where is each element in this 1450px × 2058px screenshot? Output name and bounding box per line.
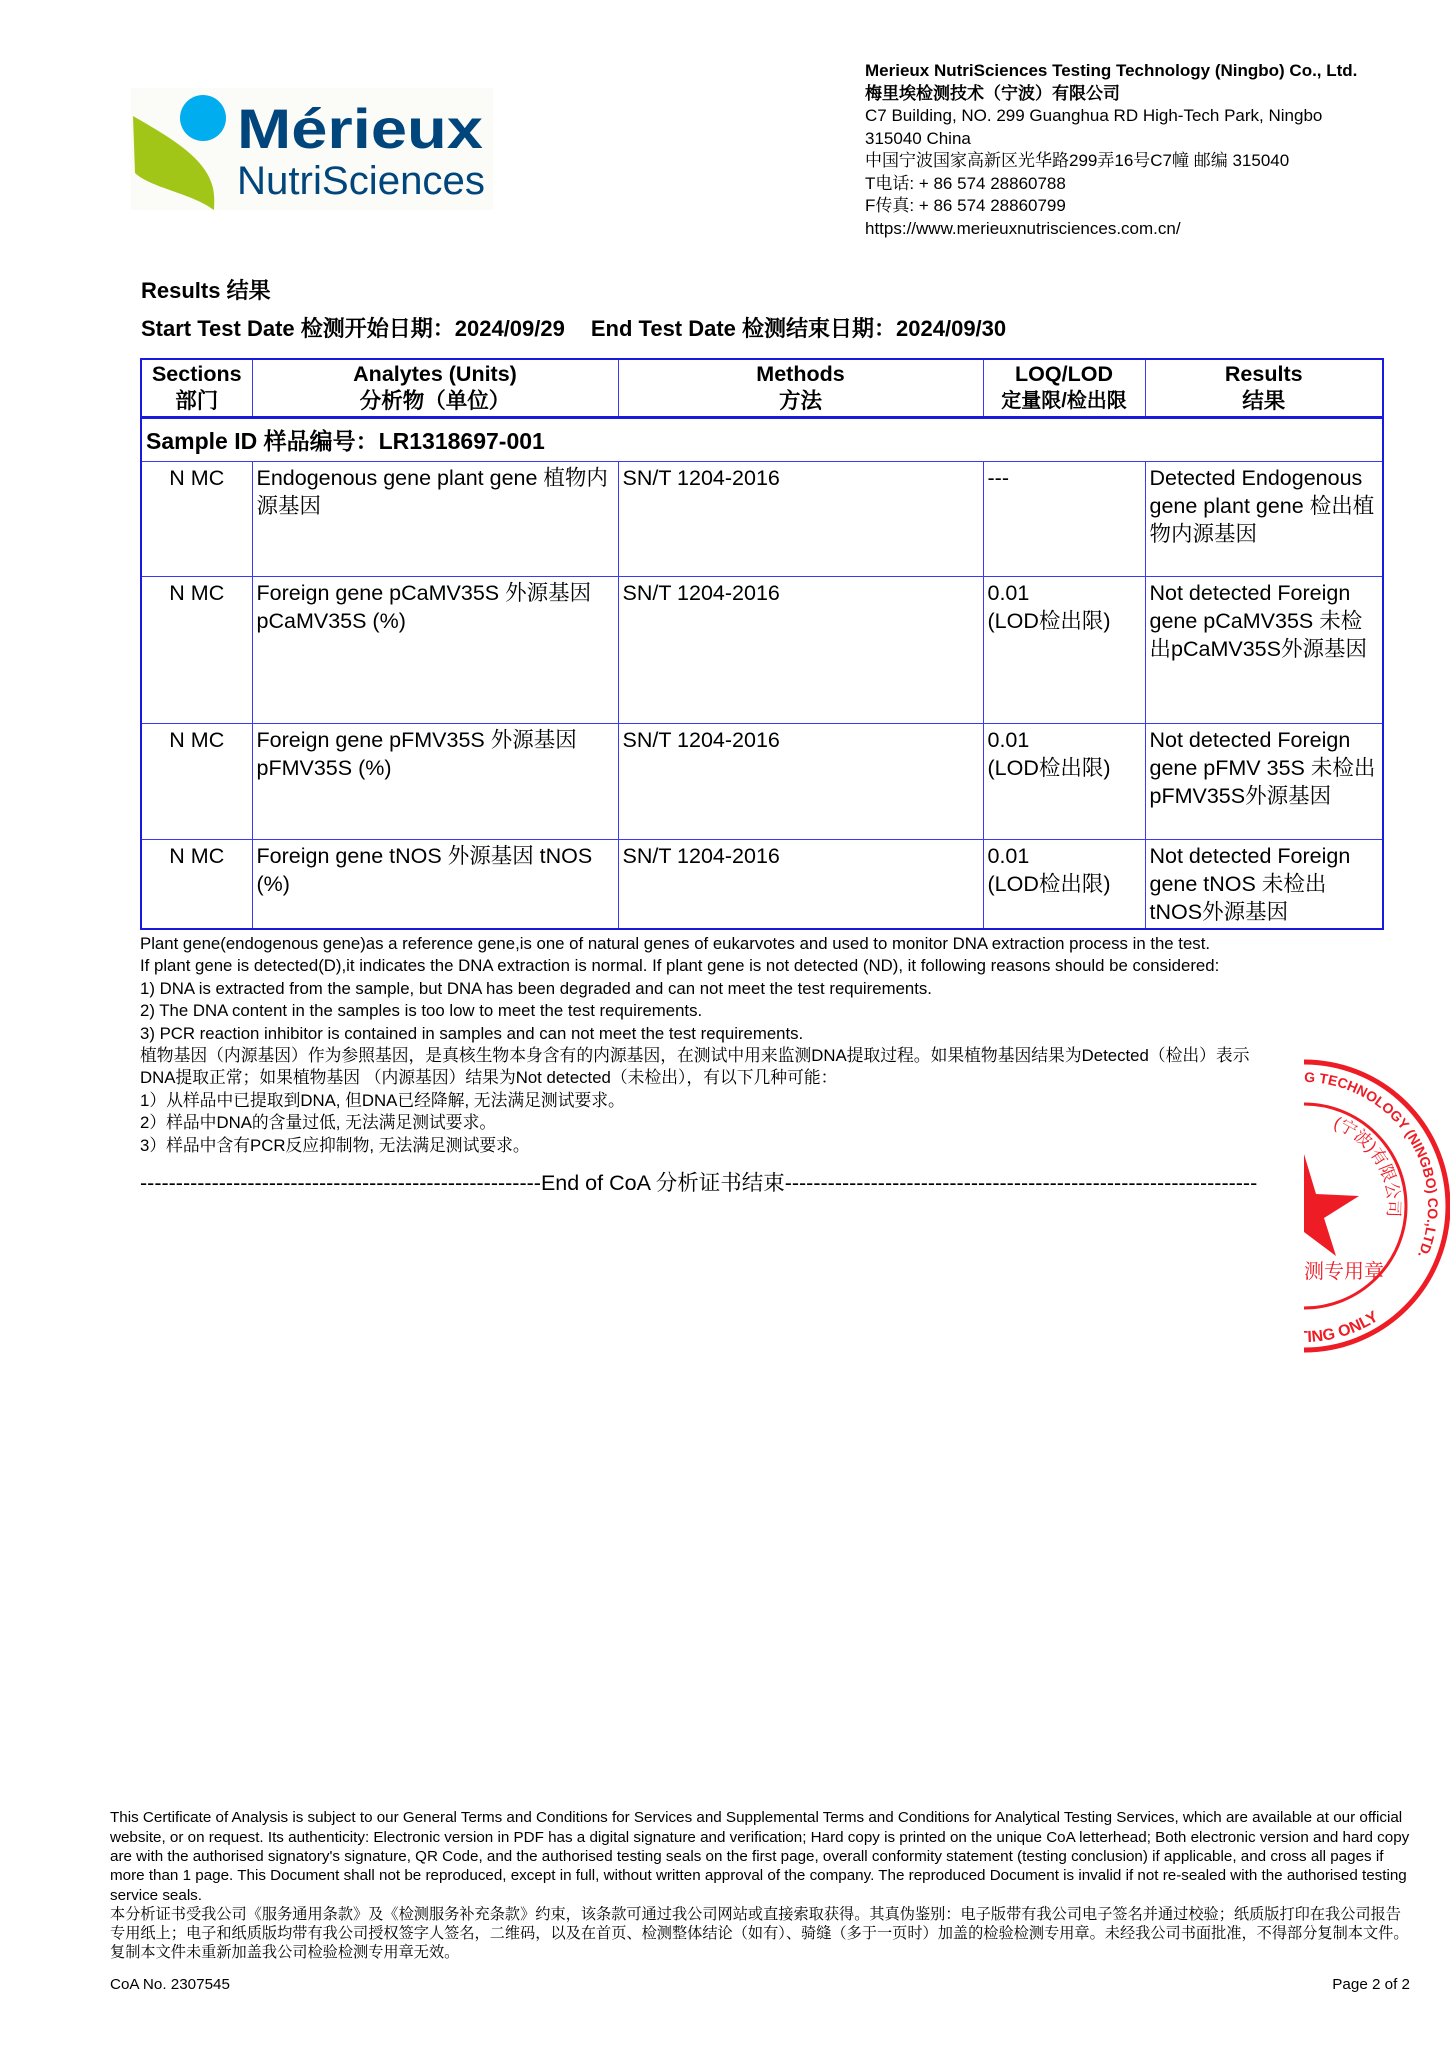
- logo-text-merieux: Mérieux: [237, 97, 483, 160]
- footer-disclaimer: [110, 1808, 1410, 1962]
- footer: [110, 1808, 1410, 1994]
- analyte-cell: Foreign gene tNOS 外源基因 tNOS (%): [252, 840, 618, 930]
- star-icon: [1304, 1154, 1359, 1256]
- svg-text:G TECHNOLOGY (NINGBO) CO.,LTD.: G TECHNOLOGY (NINGBO) CO.,LTD.: [1304, 1068, 1442, 1261]
- disclaimer-en: This Certificate of Analysis is subject to our General Terms and Conditions for Services and Supplemental Terms and Conditions for Analytical Testing Services, which are available at our official website, or on request. Its authenticity: Electronic version in PDF has a digital signature and verification; Hard copy is printed on the unique CoA letterhead; Both electronic version and hard copy are with the authorised signatory's signature, QR Code, and the authorised testing seals on the first page, overall conformity statement (testing conclusion) if applicable, and cross all pages if more than 1 page. This Document shall not be reproduced, except in full, without written approval of the company. The reproduced Document is invalid if not re-sealed with the authorised testing service seals.: [110, 1809, 1410, 1904]
- telephone: T电话: + 86 574 28860788: [865, 173, 1066, 193]
- analyte-cell: Foreign gene pCaMV35S 外源基因 pCaMV35S (%): [252, 577, 618, 724]
- svg-text:测专用章: 测专用章: [1304, 1261, 1384, 1283]
- company-name-en: Merieux NutriSciences Testing Technology (Ningbo) Co., Ltd.: [865, 61, 1358, 80]
- note-line: If plant gene is detected(D),it indicates the DNA extraction is normal. If plant gene is not detected (ND), it following reasons should be considered:: [140, 956, 1220, 976]
- method-cell: SN/T 1204-2016: [618, 577, 983, 724]
- svg-text:(宁波)有限公司: (宁波)有限公司: [1331, 1113, 1404, 1218]
- end-of-coa-text: End of CoA 分析证书结束: [540, 1171, 785, 1196]
- note-line: 3）样品中含有PCR反应抑制物, 无法满足测试要求。: [140, 1135, 530, 1155]
- company-seal-stamp: [1304, 1056, 1450, 1356]
- disclaimer-cn: 本分析证书受我公司《服务通用条款》及《检测服务补充条款》约束，该条款可通过我公司网站或直接索取获得。其真伪鉴别：电子版带有我公司电子签名并通过校验；纸质版打印在我公司报告专用纸上；电子和纸质版均带有我公司授权签字人签名，二维码，以及在首页、检测整体结论（如有）、骑缝（多于一页时）加盖的检验检测专用章。未经我公司书面批准，不得部分复制本文件。复制本文件未重新加盖我公司检验检测专用章无效。: [110, 1905, 1409, 1962]
- note-line: 1) DNA is extracted from the sample, but DNA has been degraded and can not meet the test requirements.: [140, 978, 932, 998]
- method-cell: SN/T 1204-2016: [618, 840, 983, 930]
- results-table: [140, 358, 1384, 930]
- note-line: 3) PCR reaction inhibitor is contained in samples and can not meet the test requirements.: [140, 1023, 804, 1043]
- svg-text:ESTING ONLY: ING ONLY: [1307, 1308, 1382, 1346]
- end-date: End Test Date 检测结束日期：2024/09/30: [590, 316, 1007, 341]
- loq-cell: 0.01 (LOD检出限): [983, 724, 1145, 840]
- result-cell: Not detected Foreign gene tNOS 未检出tNOS外源基因: [1145, 840, 1383, 930]
- start-date: Start Test Date 检测开始日期：2024/09/29: [141, 316, 565, 341]
- section-cell: N MC: [141, 577, 252, 724]
- header-analytes: Analytes (Units) 分析物（单位）: [252, 359, 618, 418]
- address-en-1: C7 Building, NO. 299 Guanghua RD High-Tech Park, Ningbo: [865, 106, 1323, 125]
- table-row: [141, 577, 1383, 724]
- note-line: Plant gene(endogenous gene)as a reference gene,is one of natural genes of eukarvotes and used to monitor DNA extraction process in the test.: [140, 934, 1211, 953]
- results-title: Results 结果: [141, 278, 271, 303]
- header-methods: Methods 方法: [618, 359, 983, 418]
- company-name-cn: 梅里埃检测技术（宁波）有限公司: [865, 83, 1120, 103]
- coa-number: CoA No. 2307545: [110, 1975, 230, 1993]
- sample-id-row: [141, 418, 1383, 462]
- section-cell: N MC: [141, 724, 252, 840]
- logo-dot: [180, 95, 226, 141]
- loq-cell: 0.01 (LOD检出限): [983, 840, 1145, 930]
- method-cell: SN/T 1204-2016: [618, 724, 983, 840]
- result-cell: Detected Endogenous gene plant gene 检出植物内源基因: [1145, 462, 1383, 577]
- analyte-cell: Endogenous gene plant gene 植物内源基因: [252, 462, 618, 577]
- table-row: [141, 724, 1383, 840]
- company-info: [865, 60, 1445, 240]
- result-cell: Not detected Foreign gene pFMV 35S 未检出pFMV35S外源基因: [1145, 724, 1383, 840]
- test-dates: [141, 316, 1382, 342]
- website: https://www.merieuxnutrisciences.com.cn/: [865, 218, 1181, 238]
- results-section: [140, 278, 1382, 1197]
- header-loq-lod: LOQ/LOD 定量限/检出限: [983, 359, 1145, 418]
- loq-cell: ---: [983, 462, 1145, 577]
- loq-cell: 0.01 (LOD检出限): [983, 577, 1145, 724]
- method-cell: SN/T 1204-2016: [618, 462, 983, 577]
- table-row: [141, 462, 1383, 577]
- table-header-row: [141, 359, 1383, 418]
- address-en-2: 315040 China: [865, 128, 971, 148]
- section-cell: N MC: [141, 462, 252, 577]
- note-line: DNA提取正常；如果植物基因 （内源基因）结果为Not detected（未检出），有以下几种可能：: [140, 1068, 838, 1088]
- header-results: Results 结果: [1145, 359, 1383, 418]
- note-line: 植物基因（内源基因）作为参照基因，是真核生物本身含有的内源基因，在测试中用来监测DNA提取过程。如果植物基因结果为Detected（检出）表示: [140, 1046, 1250, 1066]
- page-number: Page 2 of 2: [1332, 1975, 1410, 1993]
- notes: [140, 933, 1298, 1157]
- result-cell: Not detected Foreign gene pCaMV35S 未检出pCaMV35S外源基因: [1145, 577, 1383, 724]
- sample-id: Sample ID 样品编号：LR1318697-001: [141, 418, 1383, 462]
- note-line: 1）从样品中已提取到DNA, 但DNA已经降解, 无法满足测试要求。: [140, 1090, 625, 1110]
- section-cell: N MC: [141, 840, 252, 930]
- end-of-coa: --------------------------------------------------------End of CoA 分析证书结束------------------------------------------------------------------: [140, 1171, 1258, 1196]
- company-logo: [131, 88, 493, 210]
- address-cn: 中国宁波国家高新区光华路299弄16号C7幢 邮编 315040: [865, 151, 1290, 170]
- note-line: 2）样品中DNA的含量过低, 无法满足测试要求。: [140, 1113, 497, 1133]
- table-row: [141, 840, 1383, 930]
- logo-text-nutrisciences: NutriSciences: [237, 159, 485, 203]
- header-sections: Sections 部门: [141, 359, 252, 418]
- analyte-cell: Foreign gene pFMV35S 外源基因 pFMV35S (%): [252, 724, 618, 840]
- note-line: 2) The DNA content in the samples is too low to meet the test requirements.: [140, 1001, 703, 1021]
- footer-bottom-row: [110, 1975, 1410, 1994]
- fax: F传真: + 86 574 28860799: [865, 196, 1066, 215]
